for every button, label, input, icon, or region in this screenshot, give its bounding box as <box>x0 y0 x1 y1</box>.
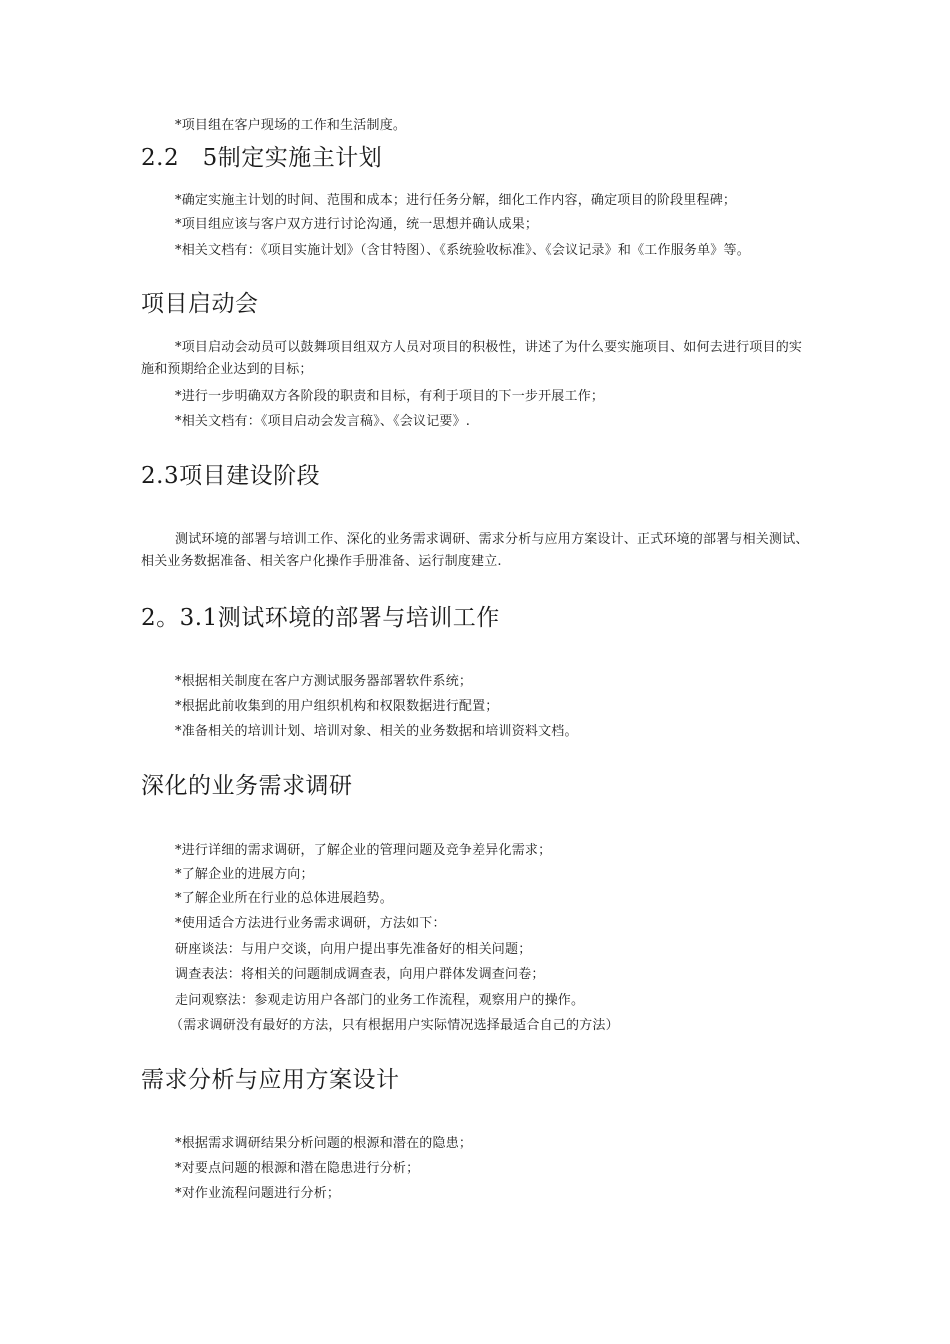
heading-research: 深化的业务需求调研 <box>141 773 353 799</box>
research-item-7: 走问观察法：参观走访用户各部门的业务工作流程，观察用户的操作。 <box>175 993 585 1008</box>
heading-2-3: 2.3项目建设阶段 <box>141 463 321 489</box>
research-item-1: *进行详细的需求调研，了解企业的管理问题及竞争差异化需求； <box>175 843 552 858</box>
build-phase-paragraph: 测试环境的部署与培训工作、深化的业务需求调研、需求分析与应用方案设计、正式环境的部署与相关测试、相关业务数据准备、相关客户化操作手册准备、运行制度建立. <box>141 532 809 569</box>
kickoff-item-2: *进行一步明确双方各阶段的职责和目标，有利于项目的下一步开展工作； <box>175 389 605 404</box>
heading-2-2-5: 2.2 5制定实施主计划 <box>141 145 383 171</box>
research-item-6: 调查表法：将相关的问题制成调查表，向用户群体发调查问卷； <box>175 967 545 982</box>
heading-2-3-1: 2。3.1测试环境的部署与培训工作 <box>141 605 500 631</box>
kickoff-item-3: *相关文档有：《项目启动会发言稿》、《会议记要》. <box>175 414 471 429</box>
deploy-item-1: *根据相关制度在客户方测试服务器部署软件系统； <box>175 674 473 689</box>
plan-item-2: *项目组应该与客户双方进行讨论沟通，统一思想并确认成果； <box>175 217 539 232</box>
research-item-4: *使用适合方法进行业务需求调研，方法如下： <box>175 916 446 931</box>
research-item-3: *了解企业所在行业的总体进展趋势。 <box>175 891 393 906</box>
kickoff-item-1: *项目启动会动员可以鼓舞项目组双方人员对项目的积极性，讲述了为什么要实施项目、如何去进行项目的实施和预期给企业达到的目标； <box>141 340 803 377</box>
heading-analysis: 需求分析与应用方案设计 <box>141 1067 400 1093</box>
plan-item-1: *确定实施主计划的时间、范围和成本；进行任务分解，细化工作内容，确定项目的阶段里程碑； <box>175 193 737 208</box>
research-note: （需求调研没有最好的方法，只有根据用户实际情况选择最适合自己的方法） <box>170 1018 619 1033</box>
research-item-5: 研座谈法：与用户交谈，向用户提出事先准备好的相关问题； <box>175 942 532 957</box>
analysis-item-1: *根据需求调研结果分析问题的根源和潜在的隐患； <box>175 1136 473 1151</box>
analysis-item-3: *对作业流程问题进行分析； <box>175 1186 341 1201</box>
plan-item-3: *相关文档有：《项目实施计划》（含甘特图）、《系统验收标准》、《会议记录》和《工作服务单》等。 <box>175 243 750 258</box>
deploy-item-2: *根据此前收集到的用户组织机构和权限数据进行配置； <box>175 699 499 714</box>
work-rules-line: *项目组在客户现场的工作和生活制度。 <box>175 118 407 133</box>
research-item-2: *了解企业的进展方向； <box>175 867 314 882</box>
heading-kickoff: 项目启动会 <box>141 291 259 317</box>
deploy-item-3: *准备相关的培训计划、培训对象、相关的业务数据和培训资料文档。 <box>175 724 578 739</box>
analysis-item-2: *对要点问题的根源和潜在隐患进行分析； <box>175 1161 420 1176</box>
